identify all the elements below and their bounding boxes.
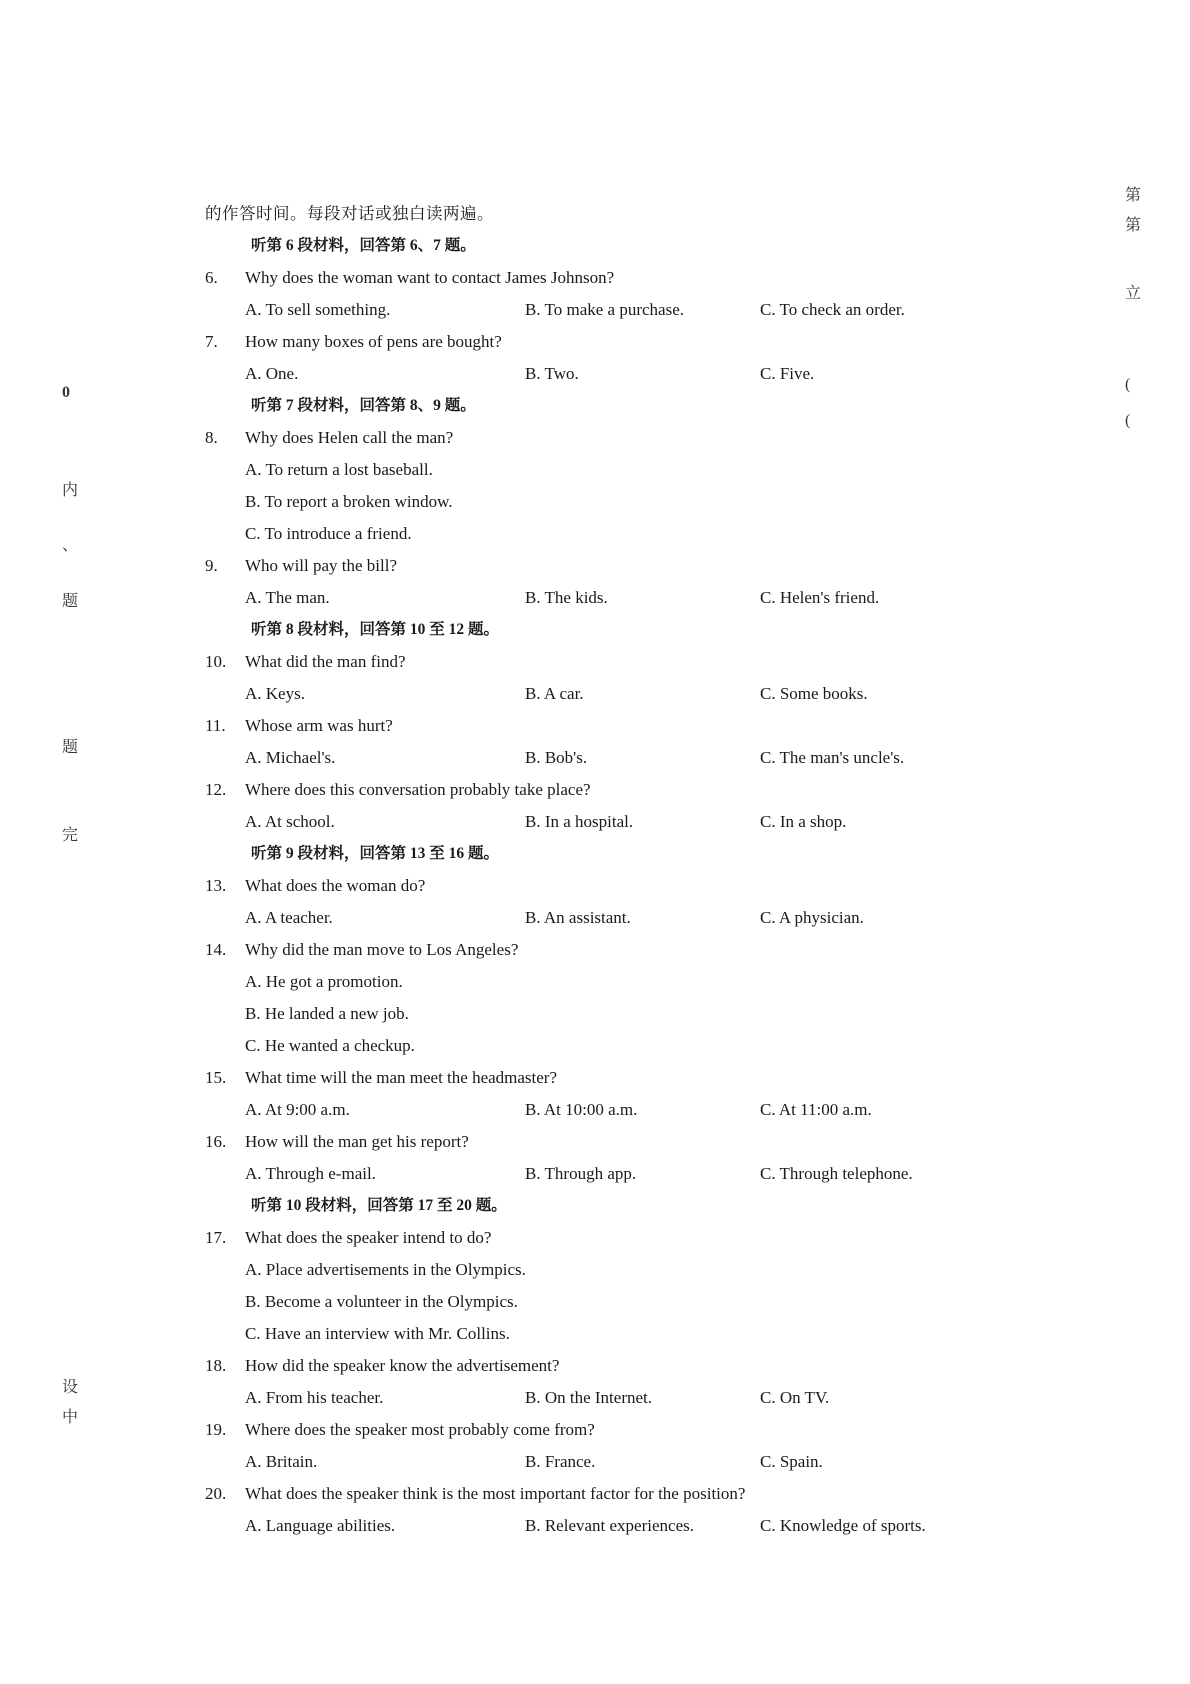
option-b: B. To report a broken window. bbox=[245, 492, 453, 511]
section-heading-7: 听第 7 段材料，回答第 8、9 题。 bbox=[251, 397, 476, 414]
margin-right-mark: 第 bbox=[1125, 187, 1142, 204]
question-16: 16. How will the man get his report? bbox=[205, 1132, 469, 1151]
options-10 bbox=[205, 678, 1025, 710]
margin-left-mark: 题 bbox=[62, 739, 79, 756]
options-18 bbox=[205, 1382, 1025, 1414]
option-b: B. He landed a new job. bbox=[245, 1004, 409, 1023]
option-b: B. Bob's. bbox=[525, 748, 588, 767]
option-a: A. Michael's. bbox=[245, 748, 336, 767]
option-c: C. Some books. bbox=[760, 684, 868, 703]
question-13: 13. What does the woman do? bbox=[205, 876, 426, 895]
question-6: 6. Why does the woman want to contact James Johnson? bbox=[205, 268, 615, 287]
margin-right-mark: ( bbox=[1125, 376, 1131, 393]
option-a: A. At 9:00 a.m. bbox=[245, 1100, 350, 1119]
option-a: A. He got a promotion. bbox=[245, 972, 403, 991]
option-c: C. Spain. bbox=[760, 1452, 823, 1471]
option-b: B. In a hospital. bbox=[525, 812, 634, 831]
option-c: C. On TV. bbox=[760, 1388, 830, 1407]
option-a: A. Britain. bbox=[245, 1452, 318, 1471]
margin-left-mark: 中 bbox=[62, 1409, 79, 1426]
question-10: 10. What did the man find? bbox=[205, 652, 406, 671]
option-b: B. To make a purchase. bbox=[525, 300, 685, 319]
option-a: A. The man. bbox=[245, 588, 330, 607]
margin-right-mark: 第 bbox=[1125, 217, 1142, 234]
option-c: C. Knowledge of sports. bbox=[760, 1516, 926, 1535]
option-c: C. Through telephone. bbox=[760, 1164, 913, 1183]
margin-left-mark: 题 bbox=[62, 593, 79, 610]
question-15: 15. What time will the man meet the headmaster? bbox=[205, 1068, 558, 1087]
option-a: A. A teacher. bbox=[245, 908, 333, 927]
question-8: 8. Why does Helen call the man? bbox=[205, 428, 454, 447]
question-12: 12. Where does this conversation probably take place? bbox=[205, 780, 591, 799]
option-a: A. Through e-mail. bbox=[245, 1164, 376, 1183]
options-16 bbox=[205, 1158, 1025, 1190]
option-b: B. France. bbox=[525, 1452, 596, 1471]
option-b: B. Two. bbox=[525, 364, 579, 383]
question-9: 9. Who will pay the bill? bbox=[205, 556, 398, 575]
option-a: A. Place advertisements in the Olympics. bbox=[245, 1260, 526, 1279]
option-c: C. Have an interview with Mr. Collins. bbox=[245, 1324, 510, 1343]
options-19 bbox=[205, 1446, 1025, 1478]
options-9 bbox=[205, 582, 1025, 614]
question-14: 14. Why did the man move to Los Angeles? bbox=[205, 940, 519, 959]
section-heading-10: 听第 10 段材料，回答第 17 至 20 题。 bbox=[251, 1197, 507, 1214]
question-17: 17. What does the speaker intend to do? bbox=[205, 1228, 492, 1247]
margin-left-mark: 0 bbox=[62, 384, 70, 401]
option-a: A. To sell something. bbox=[245, 300, 391, 319]
margin-left-mark: 设 bbox=[62, 1379, 79, 1396]
option-a: A. Language abilities. bbox=[245, 1516, 396, 1535]
margin-right-mark: 立 bbox=[1125, 285, 1142, 302]
option-a: A. At school. bbox=[245, 812, 335, 831]
options-6 bbox=[205, 294, 1025, 326]
option-b: B. Through app. bbox=[525, 1164, 637, 1183]
question-20: 20. What does the speaker think is the most important factor for the position? bbox=[205, 1484, 746, 1503]
option-a: A. To return a lost baseball. bbox=[245, 460, 433, 479]
margin-left-mark: 、 bbox=[62, 537, 79, 554]
option-c: C. Five. bbox=[760, 364, 815, 383]
option-b: B. Relevant experiences. bbox=[525, 1516, 694, 1535]
section-heading-8: 听第 8 段材料，回答第 10 至 12 题。 bbox=[251, 621, 500, 638]
option-c: C. To introduce a friend. bbox=[245, 524, 412, 543]
options-15 bbox=[205, 1094, 1025, 1126]
options-20 bbox=[205, 1510, 1025, 1542]
section-heading-9: 听第 9 段材料，回答第 13 至 16 题。 bbox=[251, 845, 500, 862]
option-b: B. An assistant. bbox=[525, 908, 631, 927]
option-c: C. A physician. bbox=[760, 908, 864, 927]
option-a: A. From his teacher. bbox=[245, 1388, 384, 1407]
option-c: C. He wanted a checkup. bbox=[245, 1036, 415, 1055]
option-c: C. To check an order. bbox=[760, 300, 905, 319]
options-13 bbox=[205, 902, 1025, 934]
question-18: 18. How did the speaker know the advertisement? bbox=[205, 1356, 560, 1375]
question-19: 19. Where does the speaker most probably come from? bbox=[205, 1420, 595, 1439]
option-b: B. The kids. bbox=[525, 588, 608, 607]
question-11: 11. Whose arm was hurt? bbox=[205, 716, 393, 735]
option-b: B. On the Internet. bbox=[525, 1388, 652, 1407]
option-c: C. In a shop. bbox=[760, 812, 847, 831]
option-c: C. At 11:00 a.m. bbox=[760, 1100, 872, 1119]
options-7 bbox=[205, 358, 1025, 390]
option-a: A. One. bbox=[245, 364, 299, 383]
options-11 bbox=[205, 742, 1025, 774]
margin-left-mark: 完 bbox=[62, 827, 79, 844]
section-heading-6: 听第 6 段材料，回答第 6、7 题。 bbox=[251, 237, 476, 254]
listening-section bbox=[205, 198, 1025, 1542]
option-c: C. The man's uncle's. bbox=[760, 748, 905, 767]
options-12 bbox=[205, 806, 1025, 838]
margin-left-mark: 内 bbox=[62, 482, 79, 499]
option-b: B. At 10:00 a.m. bbox=[525, 1100, 638, 1119]
option-b: B. Become a volunteer in the Olympics. bbox=[245, 1292, 518, 1311]
option-c: C. Helen's friend. bbox=[760, 588, 880, 607]
margin-right-mark: ( bbox=[1125, 412, 1131, 429]
option-b: B. A car. bbox=[525, 684, 584, 703]
instructions-text: 的作答时间。每段对话或独白读两遍。 bbox=[205, 204, 494, 223]
question-7: 7. How many boxes of pens are bought? bbox=[205, 332, 502, 351]
option-a: A. Keys. bbox=[245, 684, 305, 703]
